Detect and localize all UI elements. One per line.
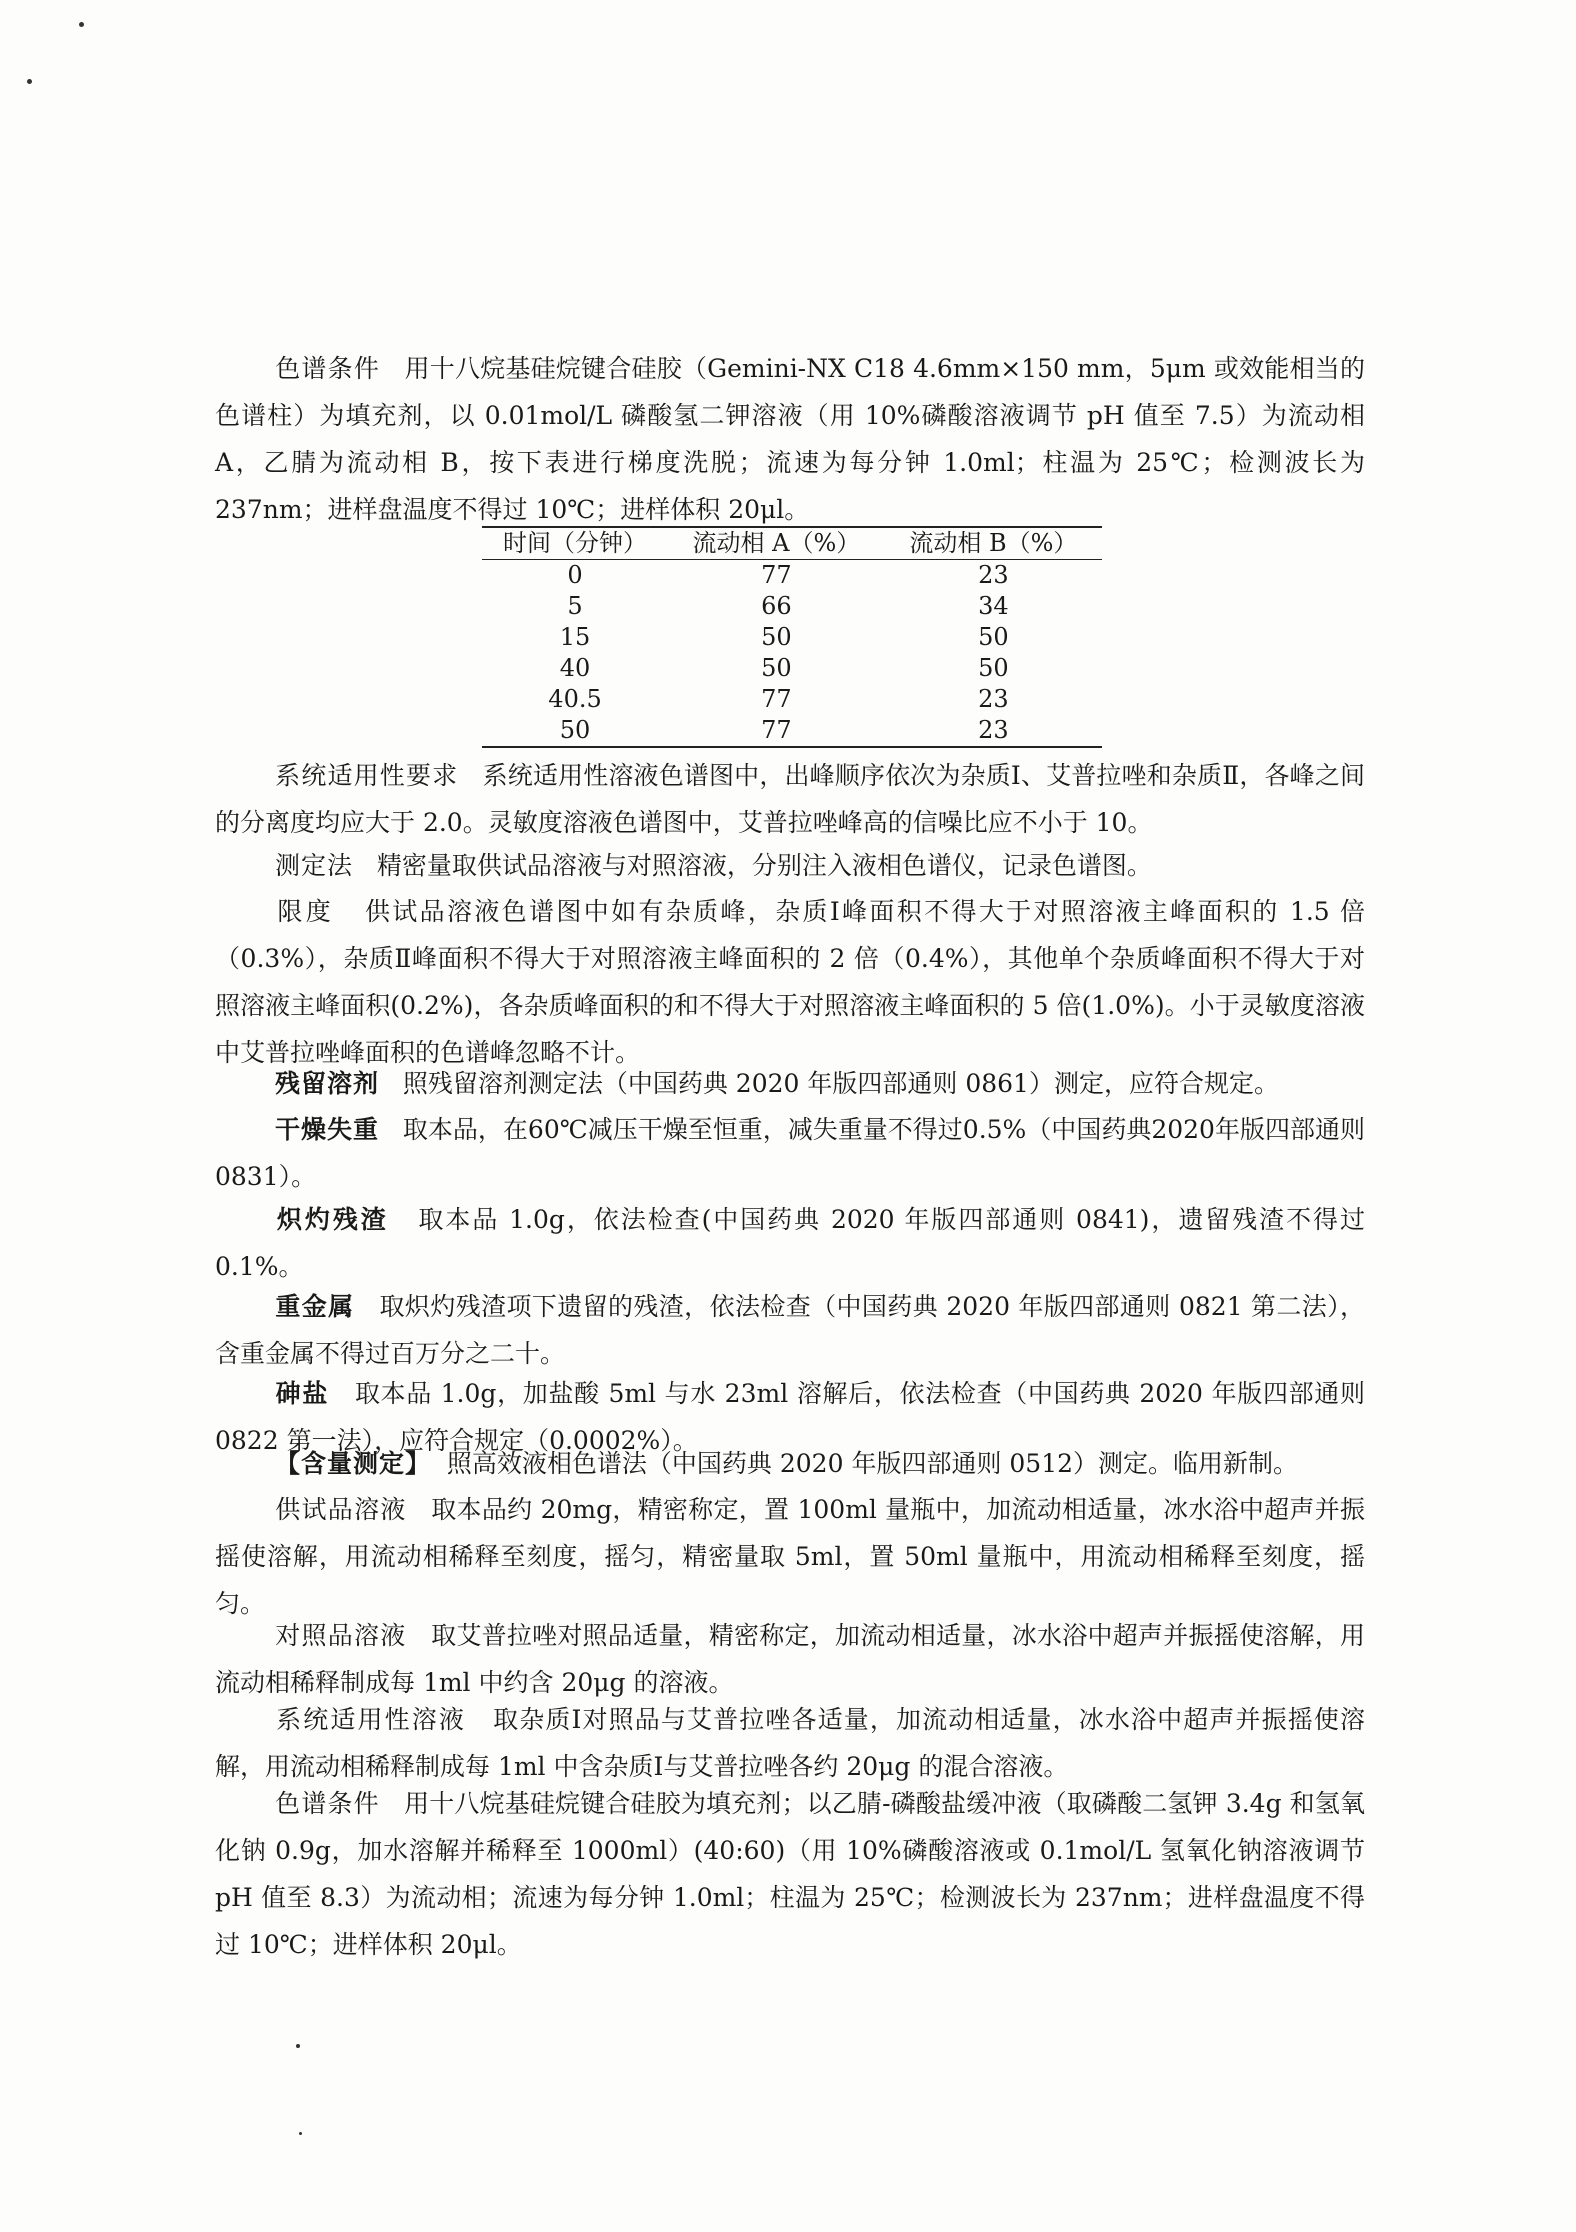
table-row [482,715,1102,747]
cell-phase-a: 77 [761,685,792,713]
cell-phase-b: 50 [978,654,1009,682]
table-row [482,653,1102,684]
section-label: 砷盐 [275,1379,330,1408]
table-row [482,591,1102,622]
section-label: 系统适用性要求 [275,761,459,790]
section-label: 色谱条件 [275,1789,380,1818]
column-header-time: 时间（分钟） [503,529,648,557]
scan-speck [79,22,84,27]
section-label: 色谱条件 [275,354,381,383]
paragraph-residue-on-ignition [215,1196,1365,1290]
paragraph-text: 用十八烷基硅烷键合硅胶（Gemini-NX C18 4.6mm×150 mm，5μm 或效能相当的色谱柱）为填充剂，以 0.01mol/L 磷酸氢二钾溶液（用 10%磷酸溶液调节 pH 值至 7.5）为流动相 A，乙腈为流动相 B，按下表进行梯度洗脱；流速为每分钟 1.0ml；柱温为 25℃；检测波长为 237nm；进样盘温度不得过 10℃；进样体积 20μl。 [215,354,1365,524]
section-label: 干燥失重 [275,1115,380,1144]
paragraph-heavy-metals [215,1283,1365,1377]
cell-phase-a: 66 [761,592,792,620]
table-row [482,560,1102,592]
section-label: 限度 [275,897,335,926]
table-header-row [482,527,1102,560]
scan-speck [299,2132,302,2135]
section-label: 系统适用性溶液 [275,1705,466,1734]
paragraph-residual-solvents [215,1060,1365,1107]
paragraph-text: 供试品溶液色谱图中如有杂质峰，杂质Ⅰ峰面积不得大于对照溶液主峰面积的 1.5 倍（0.3%），杂质Ⅱ峰面积不得大于对照溶液主峰面积的 2 倍（0.4%），其他单个杂质峰面积不得大于对照溶液主峰面积(0.2%)，各杂质峰面积的和不得大于对照溶液主峰面积的 5 倍(1.0%)。小于灵敏度溶液中艾普拉唑峰面积的色谱峰忽略不计。 [215,897,1365,1067]
paragraph-text: 照残留溶剂测定法（中国药典 2020 年版四部通则 0861）测定，应符合规定。 [402,1069,1279,1098]
section-label: 对照品溶液 [275,1621,407,1650]
cell-phase-a: 77 [761,716,792,744]
cell-phase-a: 50 [761,654,792,682]
section-label: 供试品溶液 [275,1495,407,1524]
paragraph-text: 取本品 1.0g，加盐酸 5ml 与水 23ml 溶解后，依法检查（中国药典 2020 年版四部通则 0822 第一法），应符合规定（0.0002%）。 [215,1379,1365,1455]
section-label: 炽灼残渣 [275,1205,389,1234]
paragraph-system-suitability [215,752,1365,846]
gradient-table [482,526,1102,748]
paragraph-text: 取本品约 20mg，精密称定，置 100ml 量瓶中，加流动相适量，冰水浴中超声并振摇使溶解，用流动相稀释至刻度，摇匀，精密量取 5ml，置 50ml 量瓶中，用流动相稀释至刻度，摇匀。 [215,1495,1365,1618]
paragraph-limits [215,888,1365,1076]
section-label: 重金属 [275,1292,355,1321]
paragraph-text: 用十八烷基硅烷键合硅胶为填充剂；以乙腈-磷酸盐缓冲液（取磷酸二氢钾 3.4g 和氢氧化钠 0.9g，加水溶解并稀释至 1000ml）(40:60)（用 10%磷酸溶液或 0.1mol/L 氢氧化钠溶液调节 pH 值至 8.3）为流动相；流速为每分钟 1.0ml；柱温为 25℃；检测波长为 237nm；进样盘温度不得过 10℃；进样体积 20μl。 [215,1789,1365,1959]
paragraph-test-solution [215,1486,1365,1627]
paragraph-reference-solution [215,1612,1365,1706]
paragraph-loss-on-drying [215,1106,1365,1200]
cell-phase-b: 23 [978,561,1009,589]
column-header-phase-a: 流动相 A（%） [692,529,861,557]
cell-time: 15 [559,623,591,651]
paragraph-assay [215,1440,1365,1487]
section-label: 测定法 [275,851,354,880]
cell-phase-b: 50 [978,623,1009,651]
scan-speck [296,2044,300,2048]
paragraph-text: 精密量取供试品溶液与对照溶液，分别注入液相色谱仪，记录色谱图。 [376,851,1152,880]
section-label: 【含量测定】 [275,1449,432,1478]
cell-time: 0 [567,561,583,589]
scan-speck [27,79,32,84]
cell-time: 40 [559,654,591,682]
cell-time: 5 [567,592,583,620]
cell-phase-a: 77 [761,561,792,589]
paragraph-text: 照高效液相色谱法（中国药典 2020 年版四部通则 0512）测定。临用新制。 [446,1449,1299,1478]
cell-phase-b: 23 [978,685,1009,713]
section-label: 残留溶剂 [275,1069,380,1098]
column-header-phase-b: 流动相 B（%） [909,529,1078,557]
paragraph-text: 系统适用性溶液色谱图中，出峰顺序依次为杂质Ⅰ、艾普拉唑和杂质Ⅱ，各峰之间的分离度均应大于 2.0。灵敏度溶液色谱图中，艾普拉唑峰高的信噪比应不小于 10。 [215,761,1365,837]
paragraph-text: 取本品，在60℃减压干燥至恒重，减失重量不得过0.5%（中国药典2020年版四部通则0831）。 [215,1115,1365,1191]
cell-time: 40.5 [548,685,602,713]
paragraph-text: 取艾普拉唑对照品适量，精密称定，加流动相适量，冰水浴中超声并振摇使溶解，用流动相稀释制成每 1ml 中约含 20μg 的溶液。 [215,1621,1365,1697]
paragraph-assay-chromatographic-conditions [215,1780,1365,1968]
paragraph-chromatographic-conditions [215,345,1365,533]
table-row [482,684,1102,715]
table-row [482,622,1102,653]
paragraph-method [215,842,1365,889]
paragraph-text: 取炽灼残渣项下遗留的残渣，依法检查（中国药典 2020 年版四部通则 0821 第二法），含重金属不得过百万分之二十。 [215,1292,1365,1368]
paragraph-text: 取杂质Ⅰ对照品与艾普拉唑各适量，加流动相适量，冰水浴中超声并振摇使溶解，用流动相稀释制成每 1ml 中含杂质Ⅰ与艾普拉唑各约 20μg 的混合溶液。 [215,1705,1365,1781]
cell-phase-a: 50 [761,623,792,651]
cell-time: 50 [559,716,591,744]
cell-phase-b: 34 [978,592,1009,620]
cell-phase-b: 23 [978,716,1009,744]
paragraph-text: 取本品 1.0g，依法检查(中国药典 2020 年版四部通则 0841)，遗留残渣不得过 0.1%。 [215,1205,1365,1281]
paragraph-system-suitability-solution [215,1696,1365,1790]
